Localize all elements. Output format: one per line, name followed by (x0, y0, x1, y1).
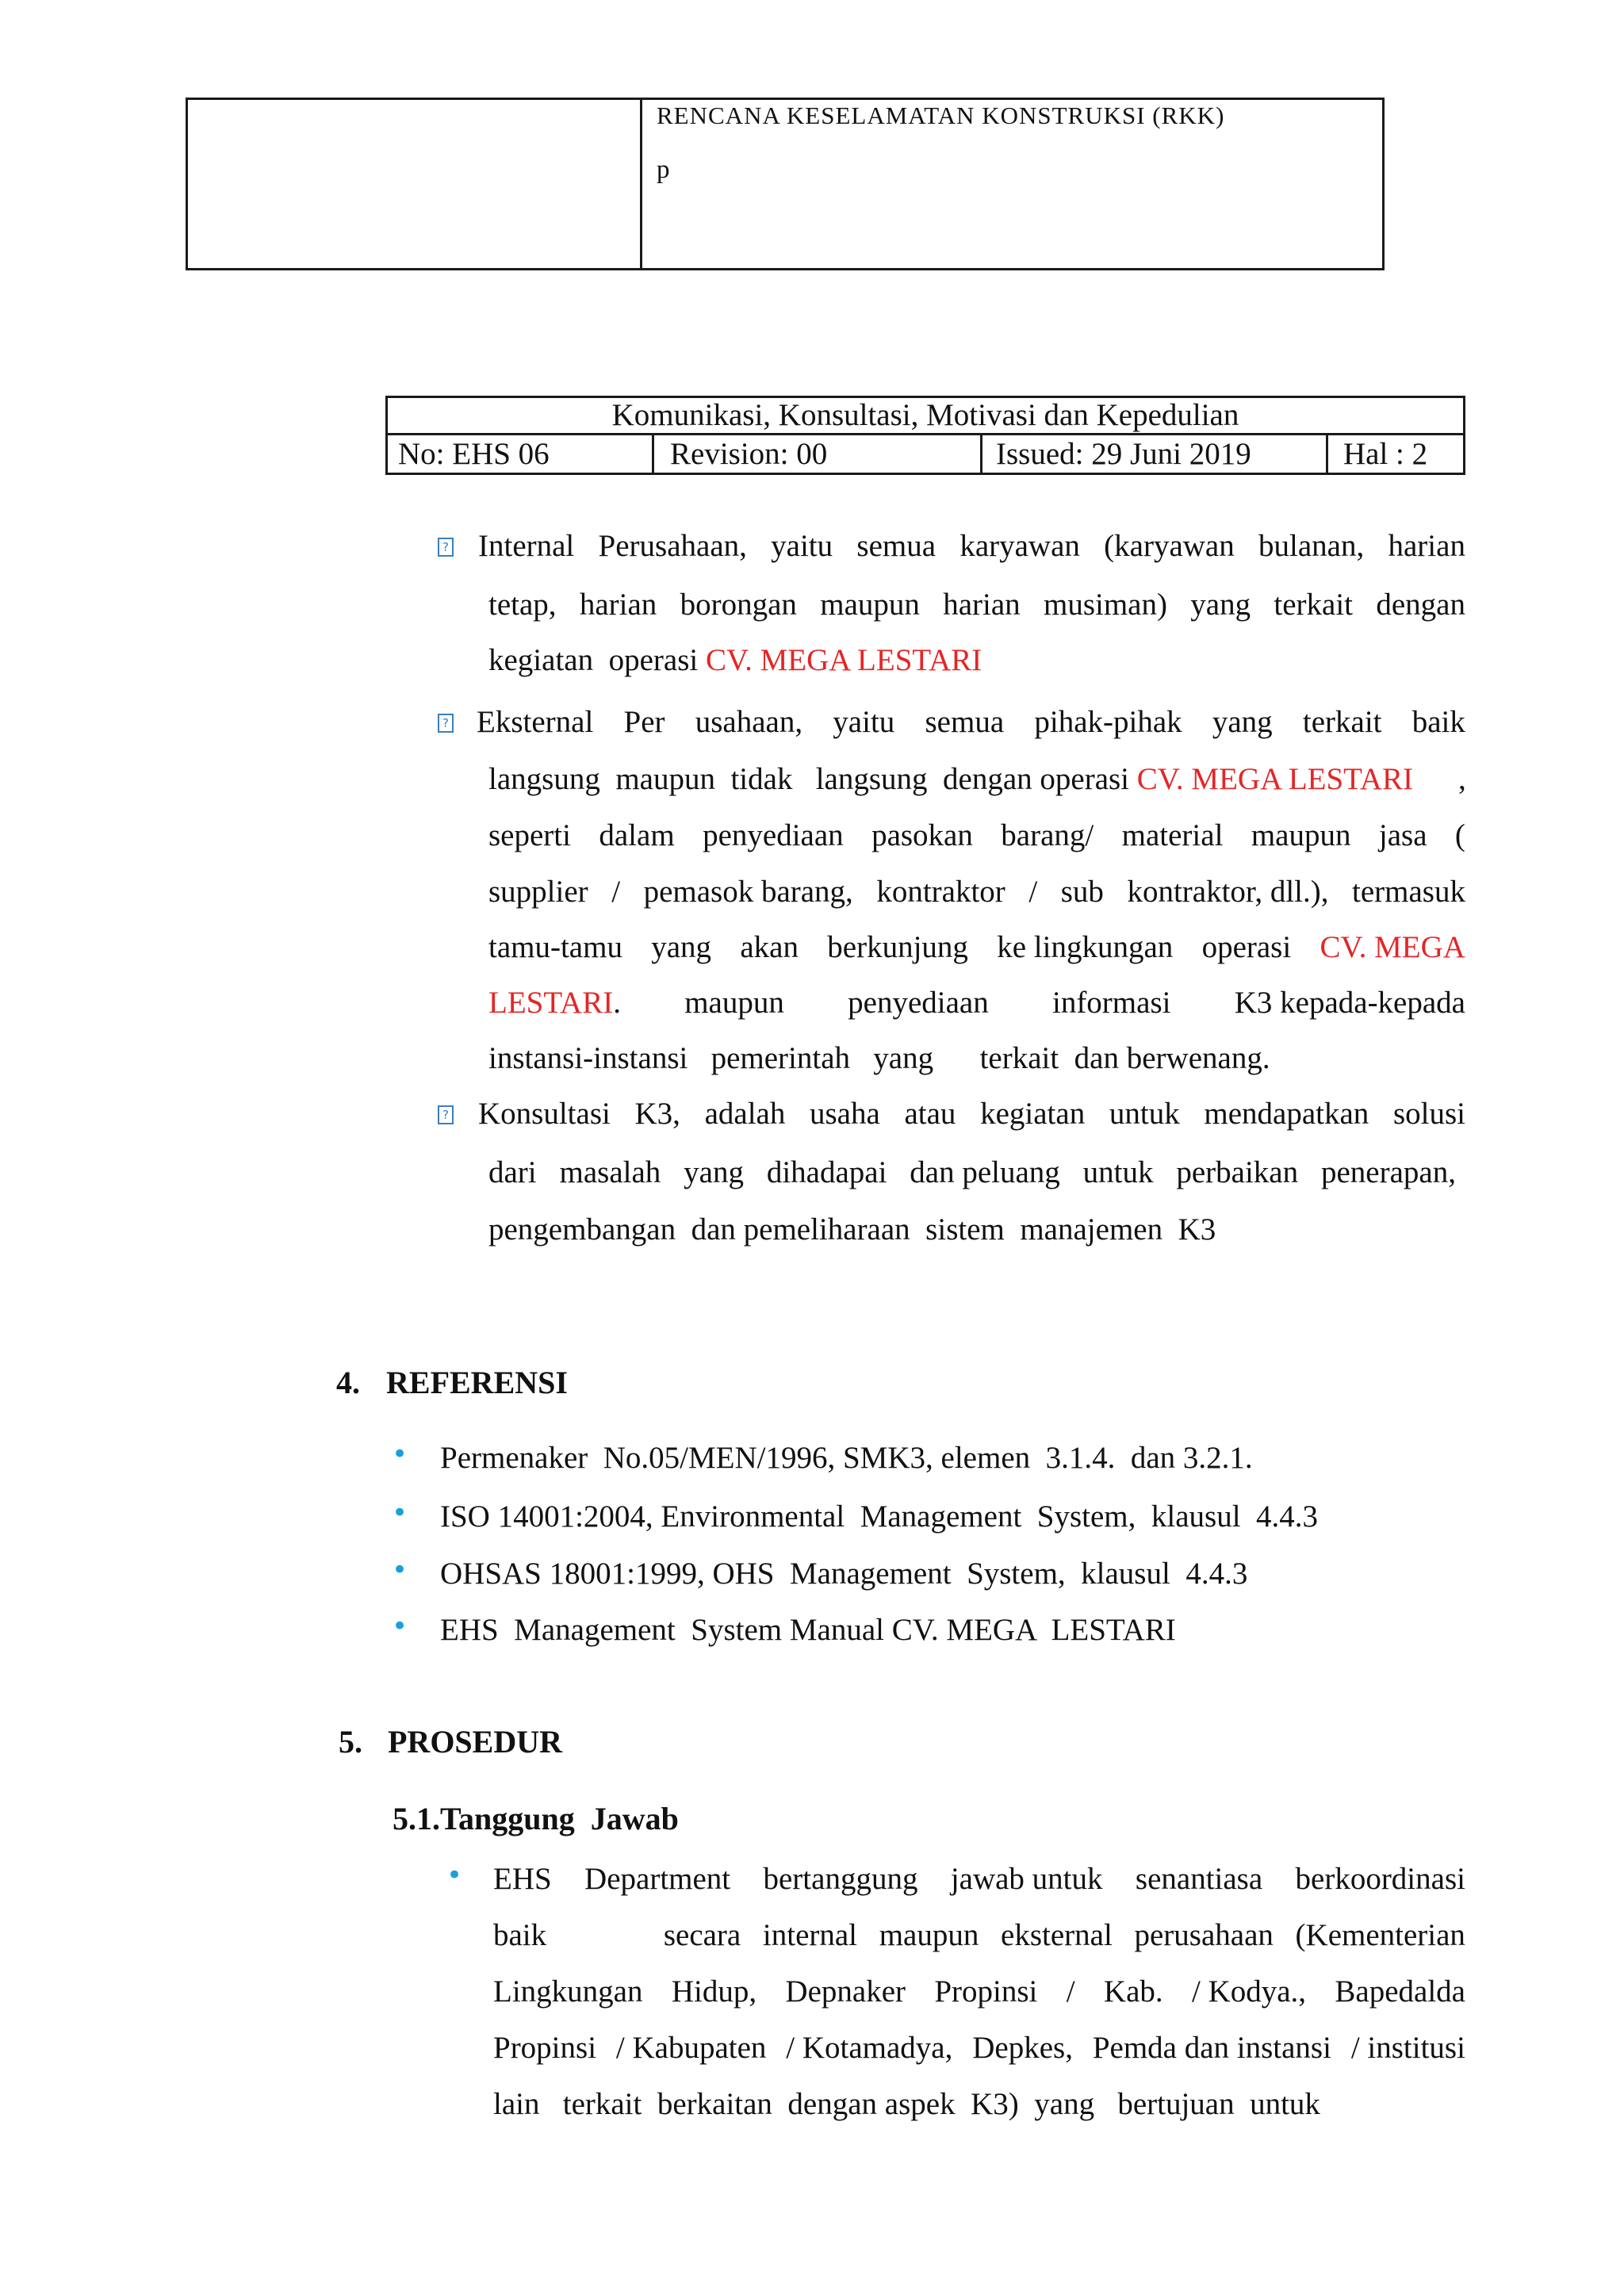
company-name: CV. MEGA LESTARI (705, 643, 982, 677)
doc-info-col-divider (652, 434, 654, 475)
header-title: RENCANA KESELAMATAN KONSTRUKSI (RKK) (657, 101, 1225, 129)
section-heading-referensi: REFERENSI (386, 1365, 568, 1400)
doc-number: No: EHS 06 (398, 437, 550, 471)
doc-info-col-divider (1326, 434, 1328, 475)
doc-revision: Revision: 00 (670, 437, 828, 471)
bullet-dot: • (392, 1554, 408, 1586)
bullet-dot: • (392, 1438, 408, 1470)
bullet-dot: • (392, 1497, 408, 1529)
doc-info-divider (385, 433, 1465, 435)
eksternal-line-6: LESTARI. maupun penyediaan informasi K3 kepada-kepada (488, 986, 1465, 1020)
section-heading-prosedur: PROSEDUR (388, 1724, 563, 1760)
header-subtitle: p (657, 155, 670, 184)
bullet-glyph-icon: ? (438, 1105, 454, 1124)
bullet-glyph-icon: ? (438, 714, 454, 733)
prosedur-line-2: baik secara internal maupun eksternal perusahaan (Kementerian (493, 1918, 1465, 1952)
reference-item: EHS Management System Manual CV. MEGA LESTARI (440, 1613, 1176, 1647)
company-name: LESTARI (488, 986, 614, 1020)
doc-info-title: Komunikasi, Konsultasi, Motivasi dan Kepedulian (611, 398, 1239, 432)
bullet-dot: • (446, 1859, 463, 1891)
eksternal-line-4: supplier / pemasok barang, kontraktor / sub kontraktor, dll.), termasuk (488, 875, 1465, 909)
company-name: CV. MEGA (1320, 930, 1465, 964)
reference-item: OHSAS 18001:1999, OHS Management System, klausul 4.4.3 (440, 1557, 1248, 1591)
eksternal-line-7: instansi-instansi pemerintah yang terkait dan berwenang. (488, 1041, 1270, 1075)
doc-page: Hal : 2 (1343, 437, 1428, 471)
konsultasi-line-3: pengembangan dan pemeliharaan sistem manajemen K3 (488, 1212, 1216, 1247)
konsultasi-line-2: dari masalah yang dihadapai dan peluang untuk perbaikan penerapan, (488, 1155, 1456, 1189)
internal-line-1: Internal Perusahaan, yaitu semua karyawan (karyawan bulanan, harian (478, 529, 1465, 563)
sub-heading-tanggung-jawab: 5.1.Tanggung Jawab (393, 1801, 679, 1836)
doc-issued: Issued: 29 Juni 2019 (996, 437, 1251, 471)
reference-item: Permenaker No.05/MEN/1996, SMK3, elemen 3.1.4. dan 3.2.1. (440, 1441, 1253, 1475)
internal-line-3: kegiatan operasi CV. MEGA LESTARI (488, 643, 982, 677)
konsultasi-line-1: Konsultasi K3, adalah usaha atau kegiatan untuk mendapatkan solusi (478, 1097, 1465, 1131)
bullet-glyph-icon: ? (438, 538, 454, 557)
prosedur-line-1: EHS Department bertanggung jawab untuk senantiasa berkoordinasi (493, 1862, 1465, 1896)
eksternal-line-2: langsung maupun tidak langsung dengan operasi CV. MEGA LESTARI (488, 762, 1414, 796)
bullet-dot: • (392, 1610, 408, 1642)
reference-item: ISO 14001:2004, Environmental Management System, klausul 4.4.3 (440, 1499, 1319, 1534)
eksternal-line-1: Eksternal Per usahaan, yaitu semua pihak-pihak yang terkait baik (477, 705, 1465, 739)
section-number: 4. (336, 1365, 360, 1400)
doc-info-col-divider (980, 434, 982, 475)
eksternal-line-5: tamu-tamu yang akan berkunjung ke lingkungan operasi CV. MEGA (488, 930, 1465, 964)
prosedur-line-5: lain terkait berkaitan dengan aspek K3) yang bertujuan untuk (493, 2087, 1320, 2121)
prosedur-line-3: Lingkungan Hidup, Depnaker Propinsi / Kab. / Kodya., Bapedalda (493, 1974, 1465, 2009)
eksternal-line-2-end: , (1458, 762, 1466, 796)
eksternal-line-3: seperti dalam penyediaan pasokan barang/ material maupun jasa ( (488, 818, 1465, 852)
prosedur-line-4: Propinsi / Kabupaten / Kotamadya, Depkes, Pemda dan instansi / institusi (493, 2031, 1465, 2065)
company-name: CV. MEGA LESTARI (1136, 762, 1414, 796)
internal-line-2: tetap, harian borongan maupun harian musiman) yang terkait dengan (488, 588, 1465, 622)
section-number: 5. (339, 1724, 362, 1760)
header-divider (640, 98, 642, 270)
